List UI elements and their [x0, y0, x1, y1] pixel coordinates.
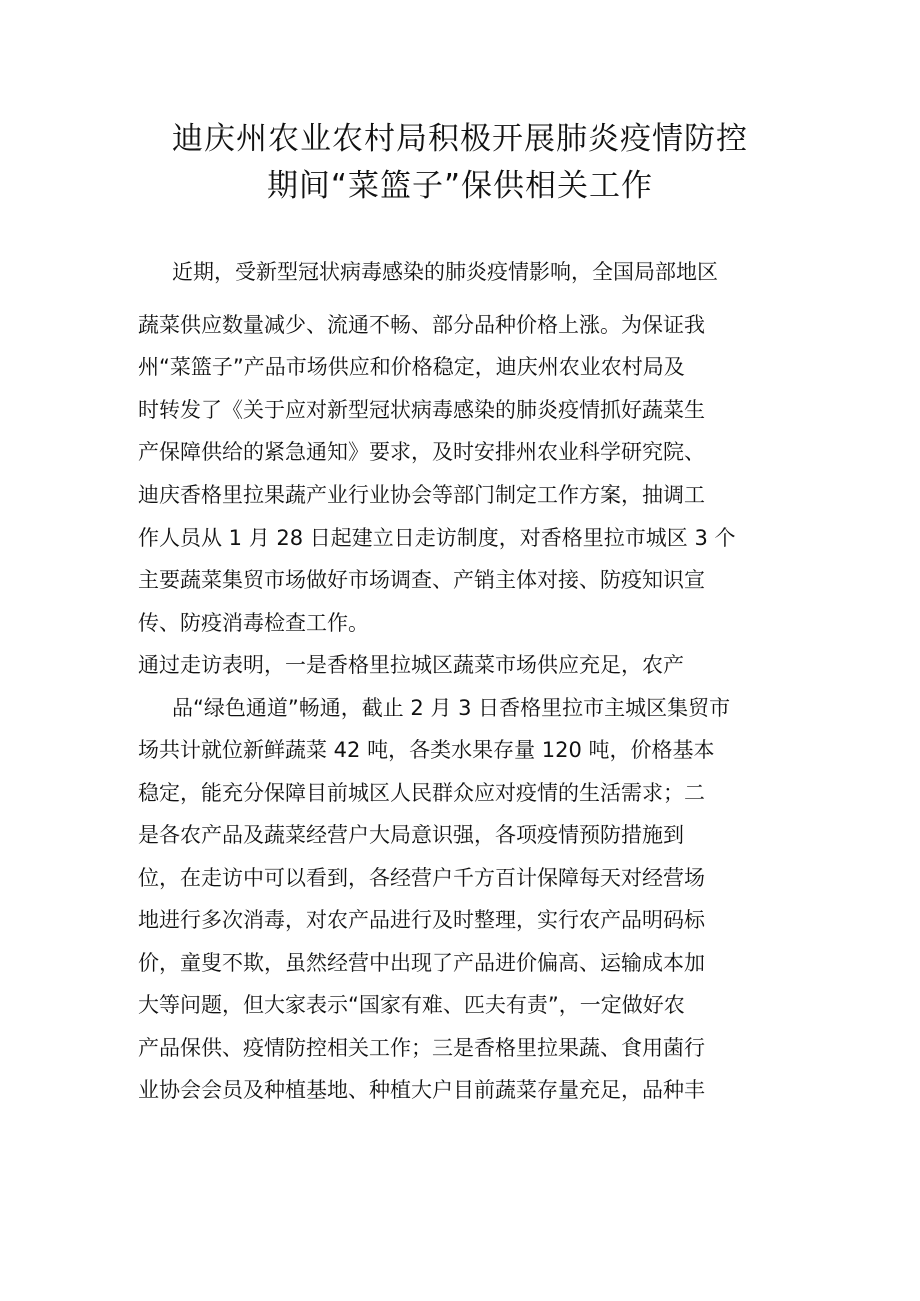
- body-line: 作人员从 1 月 28 日起建立日走访制度，对香格里拉市城区 3 个: [138, 526, 736, 550]
- body-line: 近期，受新型冠状病毒感染的肺炎疫情影响，全国局部地区: [172, 260, 718, 284]
- body-line: 迪庆香格里拉果蔬产业行业协会等部门制定工作方案，抽调工: [138, 483, 705, 507]
- body-line: 产保障供给的紧急通知》要求，及时安排州农业科学研究院、: [138, 440, 705, 464]
- body-line: 品“绿色通道”畅通，截止 2 月 3 日香格里拉市主城区集贸市: [172, 696, 731, 720]
- body-line: 传、防疫消毒检查工作。: [138, 611, 369, 635]
- document-title-line-1: 迪庆州农业农村局积极开展肺炎疫情防控: [172, 121, 748, 157]
- body-line: 时转发了《关于应对新型冠状病毒感染的肺炎疫情抓好蔬菜生: [138, 398, 705, 422]
- document-title-line-2: 期间“菜篮子”保供相关工作: [266, 168, 654, 204]
- body-line: 大等问题，但大家表示“国家有难、匹夫有责”，一定做好农: [138, 993, 685, 1017]
- body-line: 州“菜篮子”产品市场供应和价格稳定，迪庆州农业农村局及: [138, 355, 685, 379]
- body-line: 通过走访表明，一是香格里拉城区蔬菜市场供应充足，农产: [138, 653, 684, 677]
- body-line: 是各农产品及蔬菜经营户大局意识强，各项疫情预防措施到: [138, 823, 684, 847]
- body-line: 地进行多次消毒，对农产品进行及时整理，实行农产品明码标: [138, 908, 705, 932]
- body-line: 产品保供、疫情防控相关工作；三是香格里拉果蔬、食用菌行: [138, 1036, 705, 1060]
- body-line: 主要蔬菜集贸市场做好市场调查、产销主体对接、防疫知识宣: [138, 568, 705, 592]
- body-line: 业协会会员及种植基地、种植大户目前蔬菜存量充足，品种丰: [138, 1078, 705, 1102]
- body-line: 蔬菜供应数量减少、流通不畅、部分品种价格上涨。为保证我: [138, 313, 705, 337]
- body-line: 场共计就位新鲜蔬菜 42 吨，各类水果存量 120 吨，价格基本: [138, 738, 715, 762]
- body-line: 位，在走访中可以看到，各经营户千方百计保障每天对经营场: [138, 866, 705, 890]
- body-line: 价，童叟不欺，虽然经营中出现了产品进价偏高、运输成本加: [138, 951, 705, 975]
- body-line: 稳定，能充分保障目前城区人民群众应对疫情的生活需求；二: [138, 781, 705, 805]
